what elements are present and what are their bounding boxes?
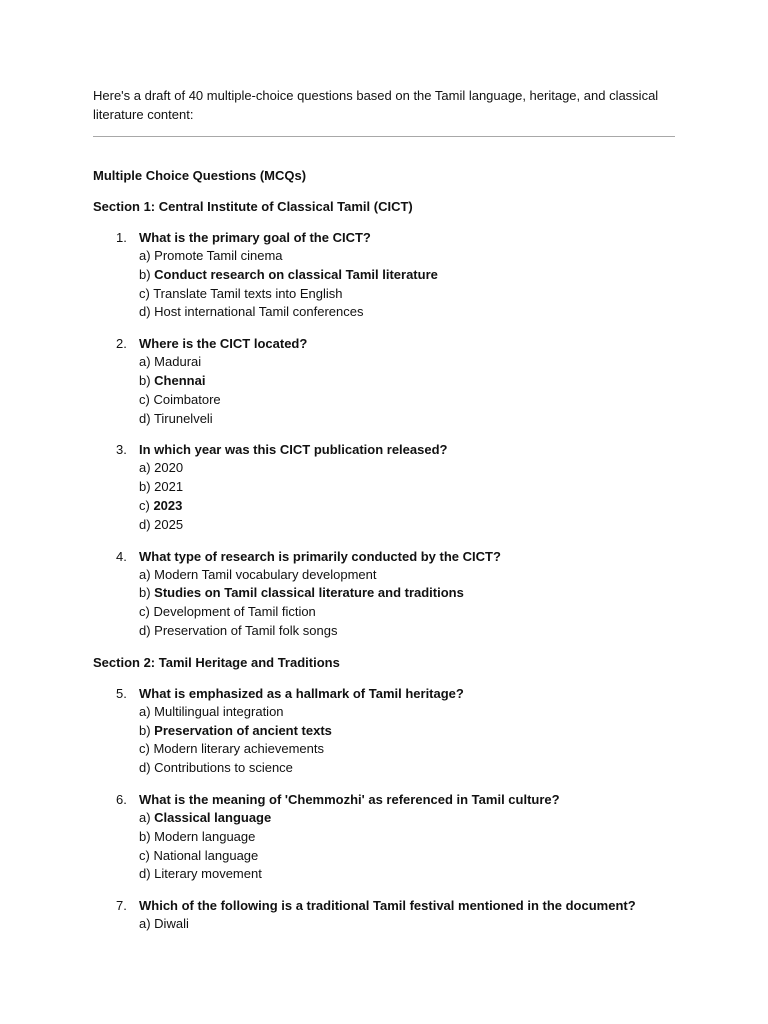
question-text: What is emphasized as a hallmark of Tamil heritage? bbox=[139, 685, 464, 701]
option-a: a) Multilingual integration bbox=[139, 703, 284, 719]
correct-answer: Preservation of ancient texts bbox=[154, 722, 332, 738]
question-number: 5. bbox=[116, 685, 127, 701]
question-2 bbox=[93, 334, 675, 428]
option-c: c) Translate Tamil texts into English bbox=[139, 285, 343, 301]
question-text: In which year was this CICT publication released? bbox=[139, 442, 448, 458]
option-d: d) Host international Tamil conferences bbox=[139, 304, 364, 320]
question-text: Where is the CICT located? bbox=[139, 336, 308, 352]
option-d: d) Preservation of Tamil folk songs bbox=[139, 622, 338, 638]
option-a: a) Promote Tamil cinema bbox=[139, 248, 283, 263]
question-text: What is the meaning of 'Chemmozhi' as referenced in Tamil culture? bbox=[139, 791, 560, 807]
option-c: c) Development of Tamil fiction bbox=[139, 604, 316, 620]
question-3 bbox=[93, 440, 675, 534]
option-b: b) Conduct research on classical Tamil literature bbox=[139, 266, 438, 282]
question-4 bbox=[93, 547, 675, 641]
question-7 bbox=[93, 896, 675, 934]
option-d: d) Literary movement bbox=[139, 866, 262, 882]
correct-answer: 2023 bbox=[153, 497, 183, 513]
question-number: 7. bbox=[116, 898, 127, 914]
mcq-heading: Multiple Choice Questions (MCQs) bbox=[93, 168, 307, 183]
option-b: b) Modern language bbox=[139, 828, 256, 844]
correct-answer: Chennai bbox=[154, 372, 206, 388]
question-1 bbox=[93, 228, 675, 322]
option-b: b) Preservation of ancient texts bbox=[139, 722, 332, 738]
question-text: What type of research is primarily conducted by the CICT? bbox=[139, 548, 501, 564]
option-a: a) Diwali bbox=[139, 916, 189, 932]
question-6 bbox=[93, 790, 675, 884]
option-c: c) Modern literary achievements bbox=[139, 741, 324, 757]
option-c: c) Coimbatore bbox=[139, 391, 221, 407]
option-b: b) 2021 bbox=[139, 479, 184, 495]
option-b: b) Chennai bbox=[139, 372, 206, 388]
question-number: 4. bbox=[116, 548, 127, 564]
option-a: a) Classical language bbox=[139, 809, 272, 825]
section-2-questions bbox=[93, 684, 675, 934]
question-number: 3. bbox=[116, 442, 127, 458]
correct-answer: Studies on Tamil classical literature and traditions bbox=[154, 585, 464, 601]
question-5 bbox=[93, 684, 675, 778]
question-text: Which of the following is a traditional Tamil festival mentioned in the document? bbox=[139, 898, 636, 914]
option-d: d) Contributions to science bbox=[139, 760, 293, 776]
question-number: 6. bbox=[116, 791, 127, 807]
option-a: a) Modern Tamil vocabulary development bbox=[139, 566, 377, 582]
correct-answer: Conduct research on classical Tamil literature bbox=[154, 266, 438, 282]
option-d: d) 2025 bbox=[139, 516, 184, 532]
document-page bbox=[93, 86, 675, 934]
question-number: 1. bbox=[116, 230, 127, 245]
intro-text: Here's a draft of 40 multiple-choice questions based on the Tamil language, heritage, and classical literature content: bbox=[93, 88, 659, 122]
option-b: b) Studies on Tamil classical literature and traditions bbox=[139, 585, 464, 601]
section-1-questions bbox=[93, 228, 675, 641]
option-c: c) 2023 bbox=[139, 497, 183, 513]
option-a: a) Madurai bbox=[139, 354, 202, 370]
question-number: 2. bbox=[116, 336, 127, 352]
option-c: c) National language bbox=[139, 847, 259, 863]
option-d: d) Tirunelveli bbox=[139, 410, 213, 426]
option-a: a) 2020 bbox=[139, 460, 184, 476]
section-2-heading: Section 2: Tamil Heritage and Traditions bbox=[93, 654, 340, 670]
section-1-heading: Section 1: Central Institute of Classical Tamil (CICT) bbox=[93, 199, 413, 214]
horizontal-divider bbox=[93, 136, 675, 137]
correct-answer: Classical language bbox=[154, 809, 272, 825]
question-text: What is the primary goal of the CICT? bbox=[139, 230, 371, 245]
